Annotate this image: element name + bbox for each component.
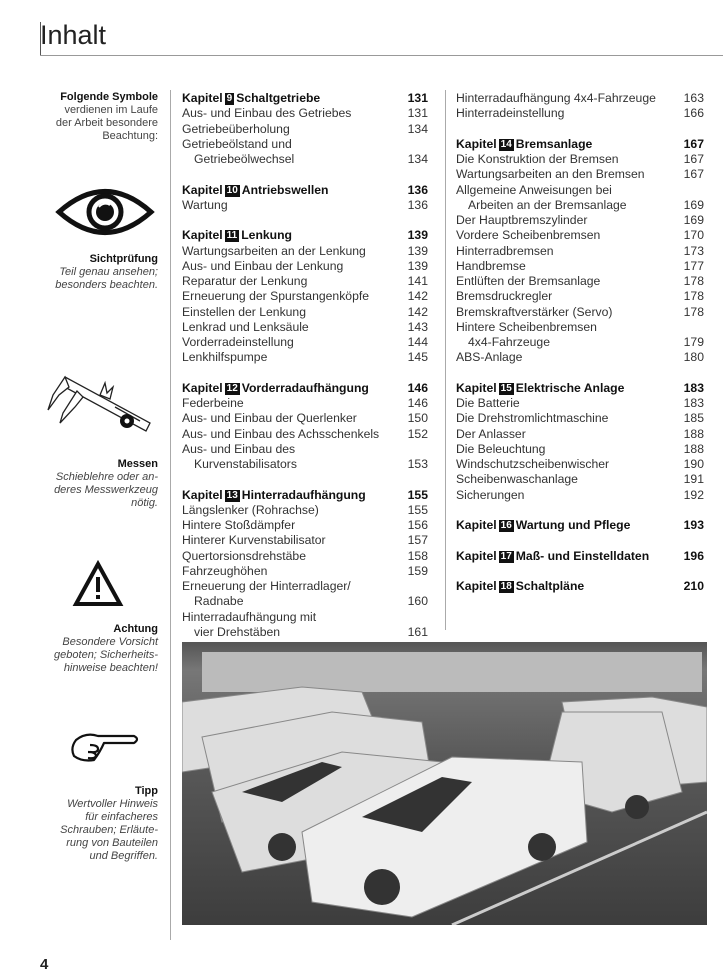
toc-entry [456,305,704,320]
symbol-text: und Begriffen. [89,850,158,862]
symbol-text: Teil genau ansehen; [59,266,158,278]
page-ref: 173 [683,243,704,258]
chapter-prefix: Kapitel [456,548,497,563]
photo-vans-parking-lot [182,642,707,925]
intro-text: Beachtung: [102,130,158,142]
entry-title: Hinterradeinstellung [456,106,565,121]
symbol-text: rung von Bauteilen [66,837,158,849]
column-divider [170,90,171,940]
symbol-title: Sichtprüfung [89,253,158,265]
page-ref: 157 [407,533,428,548]
entry-title: ABS-Anlage [456,350,523,365]
page-ref: 185 [683,411,704,426]
page-ref: 145 [407,350,428,365]
toc-entry [456,228,704,243]
toc-entry [182,289,428,304]
page-ref: 150 [407,411,428,426]
entry-title: Handbremse [456,258,526,273]
toc-entry [456,91,704,106]
toc-entry [456,198,704,213]
toc-entry [182,457,428,472]
chapter-heading [456,137,704,152]
page-ref: 141 [407,274,428,288]
chapter-number-badge: 17 [500,550,512,562]
page-ref: 179 [683,335,704,349]
symbol-text: Wertvoller Hinweis [67,798,158,810]
intro-text: verdienen im Laufe [64,104,158,116]
chapter-heading [456,381,704,396]
toc-entry [456,106,704,121]
page-ref: 152 [407,426,428,441]
chapter-number-badge: 14 [500,138,512,150]
toc-entry [182,625,428,640]
chapter-prefix: Kapitel [182,182,223,197]
entry-title: Vorderradaufhängung [241,380,369,395]
entry-title: vier Drehstäben [194,624,281,639]
entry-title: Hintere Stoßdämpfer [182,518,296,532]
chapter-number-badge: 9 [226,93,233,104]
page-ref: 139 [407,243,428,258]
toc-entry [182,350,428,365]
page-ref: 188 [683,441,704,456]
entry-title: Quertorsionsdrehstäbe [182,548,306,563]
page-ref: 155 [407,487,428,502]
page-ref: 196 [683,548,704,563]
toc-entry [456,427,704,442]
chapter-heading [182,381,428,396]
symbol-title: Messen [117,458,158,470]
entry-title: Schaltpläne [515,579,585,593]
toc-entry [182,610,428,625]
toc-entry [182,137,428,152]
entry-title: Aus- und Einbau der Querlenker [182,411,357,426]
toc-entry [182,411,428,426]
page-ref: 136 [407,197,428,212]
page-ref: 159 [407,563,428,578]
eye-icon [55,185,155,240]
entry-title: Arbeiten an der Bremsanlage [468,197,627,212]
entry-title: Hinterer Kurvenstabilisator [182,533,326,548]
page-ref: 183 [683,396,704,410]
page-ref: 192 [683,487,704,502]
entry-title: Reparatur der Lenkung [182,274,308,288]
page-ref: 167 [683,136,704,151]
chapter-number-badge: 18 [500,581,512,592]
entry-title: Längslenker (Rohrachse) [182,502,319,517]
entry-title: Bremsdruckregler [456,289,553,304]
entry-title: Wartung und Pflege [515,518,631,532]
page-ref: 134 [407,152,428,166]
page-ref: 178 [683,304,704,319]
page-ref: 183 [683,380,704,395]
page-ref: 169 [683,197,704,212]
column-divider [445,90,446,630]
page-number: 4 [40,956,49,973]
toc-entry [456,213,704,228]
entry-title: Schaltgetriebe [236,91,321,105]
toc-entry [456,152,704,167]
toc-entry [182,396,428,411]
toc-entry [456,274,704,289]
chapter-number-badge: 12 [226,382,238,394]
chapter-number-badge: 16 [500,520,512,531]
toc-entry [182,274,428,289]
chapter-prefix: Kapitel [182,380,223,395]
chapter-prefix: Kapitel [456,136,497,151]
page-ref: 167 [683,152,704,166]
entry-title: Wartungsarbeiten an den Bremsen [456,167,645,182]
entry-title: Die Beleuchtung [456,441,546,456]
toc-entry [456,457,704,472]
entry-title: Aus- und Einbau des Getriebes [182,106,352,121]
entry-title: Aus- und Einbau des Achsschenkels [182,426,380,441]
page-ref: 191 [683,472,704,487]
chapter-prefix: Kapitel [182,487,223,502]
toc-entry [182,503,428,518]
entry-title: Lenkrad und Lenksäule [182,319,309,334]
warning-icon [72,560,124,608]
symbol-sichtpruefung [8,253,158,292]
page-ref: 142 [407,289,428,304]
page-ref: 167 [683,167,704,182]
entry-title: Erneuerung der Spurstangenköpfe [182,289,370,304]
page-ref: 155 [407,502,428,517]
toc-entry [456,396,704,411]
caliper-icon [45,365,155,440]
entry-title: Hintere Scheibenbremsen [456,319,597,334]
chapter-heading [456,579,704,594]
page-ref: 177 [683,258,704,273]
entry-title: Lenkhilfspumpe [182,350,268,365]
entry-title: Elektrische Anlage [515,380,625,395]
entry-title: Getriebeölwechsel [194,152,295,166]
entry-title: Die Drehstromlichtmaschine [456,411,609,426]
page-ref: 134 [407,121,428,136]
symbol-text: Schieblehre oder an- [55,471,158,483]
toc-entry [182,594,428,609]
toc-entry [456,411,704,426]
entry-title: Vordere Scheibenbremsen [456,228,601,243]
toc-entry [182,579,428,594]
entry-title: Entlüften der Bremsanlage [456,274,601,288]
symbols-intro [8,91,158,143]
symbol-achtung [8,623,158,675]
chapter-heading [182,488,428,503]
symbol-text: besonders beachten. [55,279,158,291]
toc-entry [182,244,428,259]
entry-title: Aus- und Einbau der Lenkung [182,258,344,273]
chapter-prefix: Kapitel [182,91,223,105]
symbol-title: Tipp [134,785,158,797]
entry-title: Der Anlasser [456,426,526,441]
chapter-prefix: Kapitel [456,380,497,395]
toc-entry [182,335,428,350]
chapter-heading [182,91,428,106]
toc-entry [182,305,428,320]
entry-title: Aus- und Einbau des [182,441,296,456]
entry-title: Maß- und Einstelldaten [515,548,650,563]
entry-title: Sicherungen [456,487,525,502]
entry-title: Radnabe [194,594,244,609]
toc-entry [456,320,704,335]
entry-title: Vorderradeinstellung [182,335,294,349]
symbol-title: Achtung [113,623,158,635]
entry-title: Hinterradaufhängung [241,487,366,502]
page-ref: 190 [683,457,704,471]
page-ref: 166 [683,106,704,121]
page-ref: 131 [407,91,428,105]
toc-entry [456,335,704,350]
chapter-heading [182,183,428,198]
title-rule [40,55,723,56]
toc-entry [182,549,428,564]
page-ref: 158 [407,548,428,563]
toc-entry [182,259,428,274]
page-ref: 178 [683,289,704,304]
chapter-prefix: Kapitel [182,228,223,243]
chapter-prefix: Kapitel [456,579,497,593]
chapter-heading [456,518,704,533]
toc-entry [456,442,704,457]
toc-entry [456,350,704,365]
toc-entry [456,183,704,198]
toc-entry [182,152,428,167]
chapter-prefix: Kapitel [456,518,497,532]
symbol-text: hinweise beachten! [63,662,158,674]
toc-entry [182,518,428,533]
entry-title: Die Konstruktion der Bremsen [456,152,619,166]
page-ref: 193 [683,518,704,532]
page-ref: 136 [407,182,428,197]
symbol-text: Schrauben; Erläute- [60,824,158,836]
symbol-tipp [8,785,158,863]
symbol-text: geboten; Sicherheits- [54,649,158,661]
entry-title: Die Batterie [456,396,520,410]
entry-title: Lenkung [241,228,292,243]
page-ref: 169 [683,213,704,227]
page-ref: 188 [683,426,704,441]
entry-title: Getriebeüberholung [182,121,290,136]
entry-title: Hinterradaufhängung 4x4-Fahrzeuge [456,91,656,105]
entry-title: Erneuerung der Hinterradlager/ [182,579,351,593]
entry-title: Windschutzscheibenwischer [456,457,610,471]
entry-title: Einstellen der Lenkung [182,304,306,319]
intro-heading: Folgende Symbole [60,91,158,103]
page-ref: 144 [407,335,428,349]
entry-title: Allgemeine Anweisungen bei [456,182,612,197]
chapter-heading [182,228,428,243]
toc-entry [182,442,428,457]
chapter-number-badge: 15 [500,382,512,394]
page-ref: 180 [683,350,704,365]
toc-entry [456,259,704,274]
entry-title: 4x4-Fahrzeuge [468,335,550,349]
entry-title: Getriebeölstand und [182,136,292,151]
toc-entry [456,488,704,503]
chapter-heading [456,549,704,564]
intro-text: der Arbeit besondere [55,117,158,129]
entry-title: Der Hauptbremszylinder [456,213,588,227]
entry-title: Antriebswellen [241,182,329,197]
chapter-number-badge: 13 [226,489,238,501]
chapter-number-badge: 10 [226,184,238,196]
toc-entry [456,167,704,182]
toc-entry [182,198,428,213]
toc-entry [456,289,704,304]
toc-entry [182,427,428,442]
entry-title: Fahrzeughöhen [182,563,268,578]
page-ref: 170 [683,228,704,243]
symbol-text: für einfacheres [85,811,158,823]
entry-title: Wartungsarbeiten an der Lenkung [182,243,366,258]
page-ref: 143 [407,319,428,334]
entry-title: Hinterradaufhängung mit [182,609,317,624]
chapter-number-badge: 11 [226,230,238,242]
page-ref: 161 [407,624,428,639]
page-ref: 153 [407,457,428,471]
page-ref: 210 [683,579,704,593]
page-ref: 163 [683,91,704,105]
entry-title: Bremsanlage [515,136,593,151]
toc-entry [182,533,428,548]
toc-entry [182,106,428,121]
entry-title: Federbeine [182,396,244,410]
vans-illustration [182,642,707,925]
page-ref: 146 [407,380,428,395]
entry-title: Kurvenstabilisators [194,457,297,471]
page-ref: 156 [407,518,428,532]
toc-entry [456,472,704,487]
page-ref: 142 [407,304,428,319]
symbol-text: deres Messwerkzeug [54,484,158,496]
page-ref: 139 [407,258,428,273]
symbol-text: nötig. [131,497,158,509]
entry-title: Hinterradbremsen [456,243,554,258]
entry-title: Bremskraftverstärker (Servo) [456,304,613,319]
page-ref: 178 [683,274,704,288]
toc-entry [182,564,428,579]
page-ref: 139 [407,228,428,243]
symbol-text: Besondere Vorsicht [62,636,158,648]
toc-entry [182,320,428,335]
page-ref: 131 [407,106,428,121]
page-ref: 146 [407,396,428,410]
toc-entry [182,122,428,137]
entry-title: Wartung [182,197,228,212]
pointing-hand-icon [68,728,143,766]
page-ref: 160 [407,594,428,609]
toc-entry [456,244,704,259]
page-title: Inhalt [40,20,107,50]
symbol-messen [8,458,158,510]
entry-title: Scheibenwaschanlage [456,472,578,487]
